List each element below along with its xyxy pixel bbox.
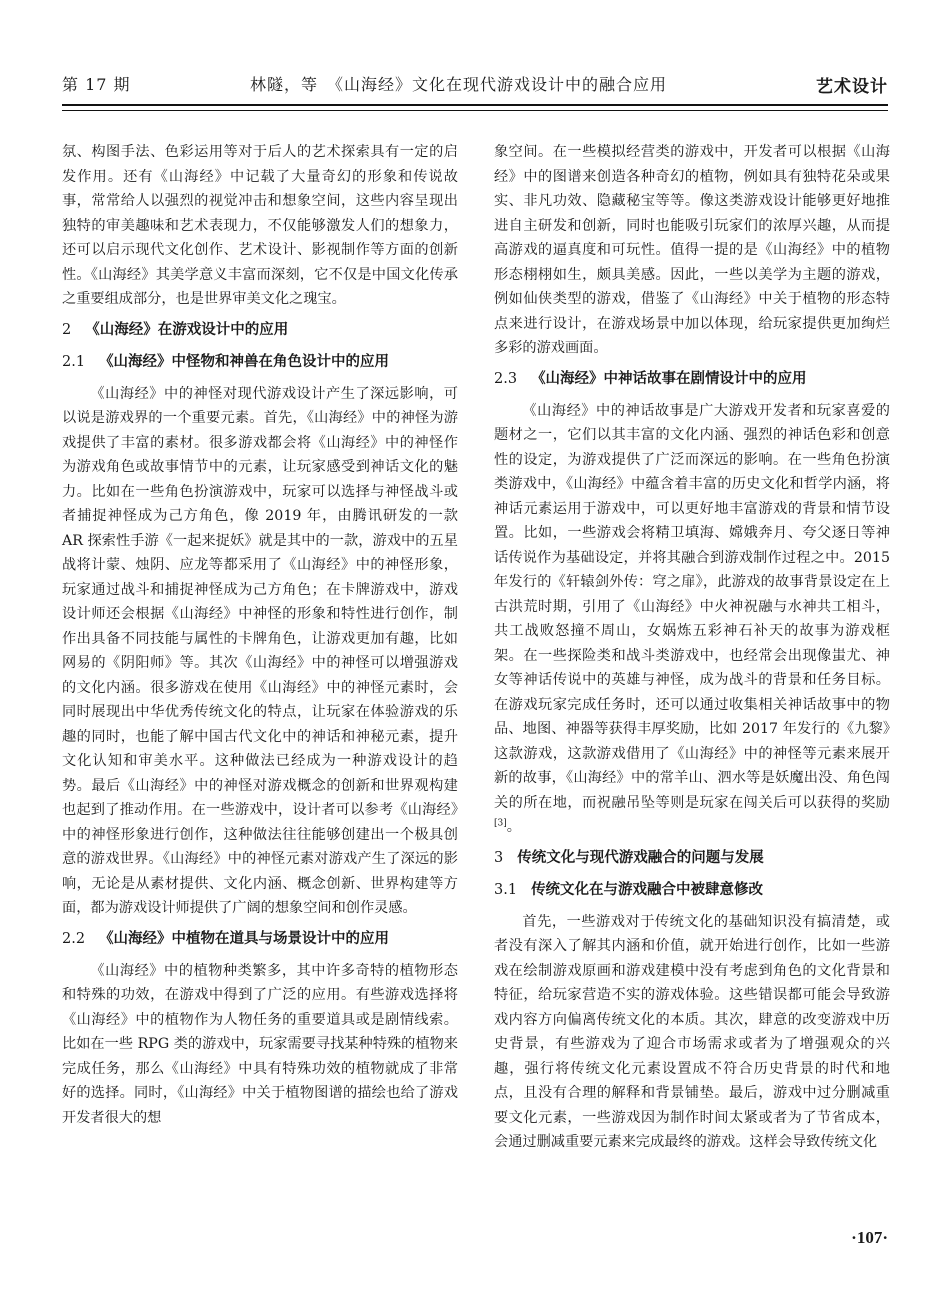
section-2-2-heading <box>62 927 458 951</box>
section-title: 《山海经》中植物在道具与场景设计中的应用 <box>99 930 390 947</box>
running-title: 林隧，等 《山海经》文化在现代游戏设计中的融合应用 <box>250 75 668 94</box>
header-rule-thick <box>62 104 888 106</box>
section-number: 2.3 <box>494 370 518 387</box>
paragraph-continued: 氛、构图手法、色彩运用等对于后人的艺术探索具有一定的启发作用。还有《山海经》中记载了大量奇幻的形象和传说故事，常常给人以强烈的视觉冲击和想象空间，这些内容呈现出独特的审美趣味和艺术表现力，不仅能够激发人们的想象力，还可以启示现代文化创作、艺术设计、影视制作等方面的创新性。《山海经》其美学意义丰富而深刻，它不仅是中国文化传承之重要组成部分，也是世界审美文化之瑰宝。 <box>62 144 458 307</box>
section-3-1-heading <box>494 878 890 902</box>
paragraph-end: 。 <box>506 819 521 835</box>
left-column <box>62 140 458 1130</box>
section-number: 3 <box>494 849 504 866</box>
right-column <box>494 140 890 1155</box>
journal-name: 艺术设计 <box>816 77 888 97</box>
section-2-3-heading <box>494 367 890 391</box>
section-title: 传统文化在与游戏融合中被肆意修改 <box>531 881 764 898</box>
section-number: 2 <box>62 321 72 338</box>
section-title: 《山海经》中神话故事在剧情设计中的应用 <box>531 370 807 387</box>
section-2-1-heading <box>62 350 458 374</box>
paragraph-3-1: 首先，一些游戏对于传统文化的基础知识没有搞清楚，或者没有深入了解其内涵和价值，就开始进行创作，比如一些游戏在绘制游戏原画和游戏建模中没有考虑到角色的文化背景和特征，给玩家营造不实的游戏体验。这些错误都可能会导致游戏内容方向偏离传统文化的本质。其次，肆意的改变游戏中历史背景，有些游戏为了迎合市场需求或者为了增强观众的兴趣，强行将传统文化元素设置成不符合历史背景的时代和地点，且没有合理的解释和背景铺垫。最后，游戏中过分删减重要文化元素，一些游戏因为制作时间太紧或者为了节省成本，会通过删减重要元素来完成最终的游戏。这样会导致传统文化 <box>494 913 890 1150</box>
page-number: ·107· <box>851 1228 888 1247</box>
section-number: 2.2 <box>62 930 86 947</box>
section-number: 3.1 <box>494 881 518 898</box>
citation-ref: [3] <box>494 818 507 829</box>
section-title: 《山海经》中怪物和神兽在角色设计中的应用 <box>99 353 390 370</box>
paragraph-2-3-text: 《山海经》中的神话故事是广大游戏开发者和玩家喜爱的题材之一，它们以其丰富的文化内涵、强烈的神话色彩和创意性的设定，为游戏提供了广泛而深远的影响。在一些角色扮演类游戏中，《山海经》中蕴含着丰富的历史文化和哲学内涵，将神话元素运用于游戏中，可以更好地丰富游戏的背景和情节设置。比如，一些游戏会将精卫填海、嫦娥奔月、夸父逐日等神话传说作为基础设定，并将其融合到游戏制作过程之中。2015 年发行的《轩辕剑外传：穹之扉》，此游戏的故事背景设定在上古洪荒时期，引用了《山海经》中火神祝融与水神共工相斗，共工战败怒撞不周山，女娲炼五彩神石补天的故事为游戏框架。在一些探险类和战斗类游戏中，也经常会出现像蚩尤、神女等神话传说中的英雄与神怪，成为战斗的背景和任务目标。在游戏玩家完成任务时，还可以通过收集相关神话故事中的物品、地图、神器等获得丰厚奖励，比如 2017 年发行的《九黎》这款游戏，这款游戏借用了《山海经》中的神怪等元素来展开新的故事，《山海经》中的常羊山、泗水等是妖魔出没、角色闯关的所在地，而祝融吊坠等则是玩家在闯关后可以获得的奖励 <box>494 402 890 811</box>
issue-number: 第 17 期 <box>62 75 131 94</box>
section-title: 传统文化与现代游戏融合的问题与发展 <box>517 849 764 866</box>
paragraph-2-2-continued: 象空间。在一些模拟经营类的游戏中，开发者可以根据《山海经》中的图谱来创造各种奇幻的植物，例如具有独特花朵或果实、非凡功效、隐藏秘宝等等。像这类游戏设计能够更好地推进自主研发和创新，同时也能吸引玩家们的浓厚兴趣，从而提高游戏的逼真度和可玩性。值得一提的是《山海经》中的植物形态栩栩如生，颇具美感。因此，一些以美学为主题的游戏，例如仙侠类型的游戏，借鉴了《山海经》中关于植物的形态特点来进行设计，在游戏场景中加以体现，给玩家提供更加绚烂多彩的游戏画面。 <box>494 144 890 356</box>
section-2-heading <box>62 318 458 342</box>
running-header <box>62 72 888 98</box>
paragraph-2-3 <box>494 399 890 840</box>
section-3-heading <box>494 846 890 870</box>
paragraph-2-2: 《山海经》中的植物种类繁多，其中许多奇特的植物形态和特殊的功效，在游戏中得到了广泛的应用。有些游戏选择将《山海经》中的植物作为人物任务的重要道具或是剧情线索。比如在一些 RPG 类的游戏中，玩家需要寻找某种特殊的植物来完成任务，那么《山海经》中具有特殊功效的植物就成了非常好的选择。同时，《山海经》中关于植物图谱的描绘也给了游戏开发者很大的想 <box>62 962 458 1126</box>
section-number: 2.1 <box>62 353 86 370</box>
header-rule-thin <box>62 110 888 111</box>
paragraph-2-1: 《山海经》中的神怪对现代游戏设计产生了深远影响，可以说是游戏界的一个重要元素。首先，《山海经》中的神怪为游戏提供了丰富的素材。很多游戏都会将《山海经》中的神怪作为游戏角色或故事情节中的元素，让玩家感受到神话文化的魅力。比如在一些角色扮演游戏中，玩家可以选择与神怪战斗或者捕捉神怪成为己方角色，像 2019 年，由腾讯研发的一款 AR 探索性手游《一起来捉妖》就是其中的一款，游戏中的五星战将计蒙、烛阴、应龙等都采用了《山海经》中的神怪形象，玩家通过战斗和捕捉神怪成为己方角色；在卡牌游戏中，游戏设计师还会根据《山海经》中神怪的形象和特性进行创作，制作出具备不同技能与属性的卡牌角色，让游戏更加有趣，比如网易的《阴阳师》等。其次《山海经》中的神怪可以增强游戏的文化内涵。很多游戏在使用《山海经》中的神怪元素时，会同时展现出中华优秀传统文化的特点，让玩家在体验游戏的乐趣的同时，也能了解中国古代文化中的神话和神秘元素，提升文化认知和审美水平。这种做法已经成为一种游戏设计的趋势。最后《山海经》中的神怪对游戏概念的创新和世界观构建也起到了推动作用。在一些游戏中，设计者可以参考《山海经》中的神怪形象进行创作，这种做法往往能够创建出一个极具创意的游戏世界。《山海经》中的神怪元素对游戏产生了深远的影响，无论是从素材提供、文化内涵、概念创新、世界构建等方面，都为游戏设计师提供了广阔的想象空间和创作灵感。 <box>62 385 458 916</box>
section-title: 《山海经》在游戏设计中的应用 <box>85 321 289 338</box>
